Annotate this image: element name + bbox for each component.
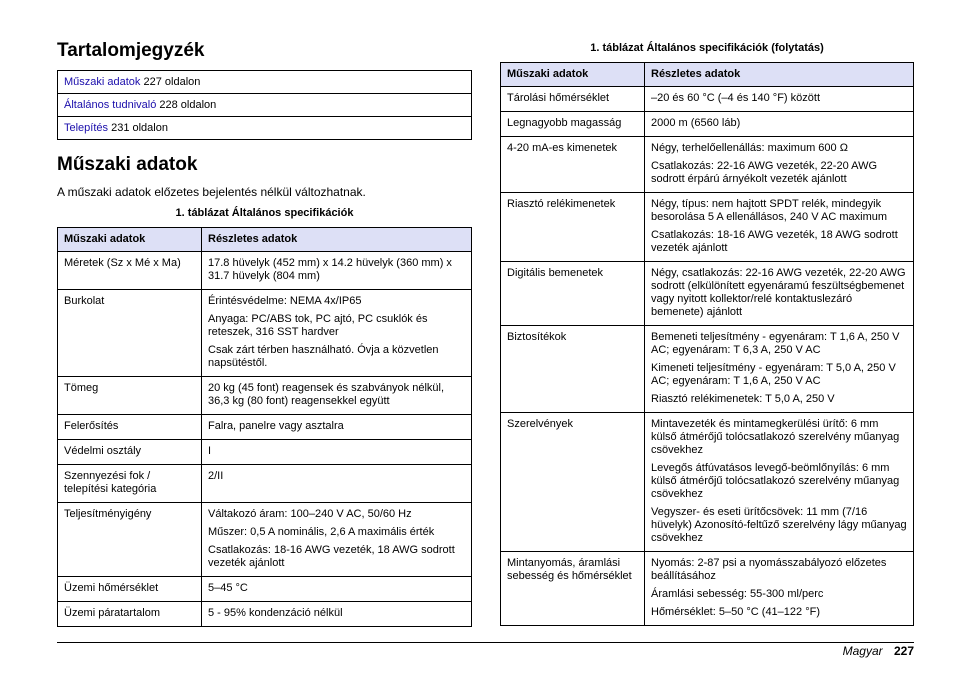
spec-detail-line: Csatlakozás: 18-16 AWG vezeték, 18 AWG sodrott vezeték ajánlott <box>651 229 898 254</box>
spec-detail-line: Váltakozó áram: 100–240 V AC, 50/60 Hz <box>208 508 412 520</box>
table-header-row <box>501 63 914 87</box>
table-row <box>501 262 914 326</box>
spec-detail-line: Riasztó relékimenetek: T 5,0 A, 250 V <box>651 393 835 405</box>
table-row <box>501 552 914 626</box>
table-row <box>501 193 914 262</box>
toc-link[interactable]: Telepítés <box>64 122 109 134</box>
spec-detail-line: Mintavezeték és mintamegkerülési ürítő: 6 mm külső átmérőjű tolócsatlakozó szerelvény műanyag csövekhez <box>651 418 900 456</box>
spec-details-cell <box>645 552 914 626</box>
spec-name-cell: Üzemi hőmérséklet <box>58 577 202 602</box>
spec-detail-line: Csatlakozás: 22-16 AWG vezeték, 22-20 AWG sodrott érpárú árnyékolt vezeték ajánlott <box>651 160 878 185</box>
footer-language: Magyar <box>842 644 883 658</box>
toc-page-ref: 231 oldalon <box>108 122 168 134</box>
spec-table-general <box>57 227 472 627</box>
toc-page-ref: 227 oldalon <box>140 76 201 88</box>
toc-row <box>58 117 472 140</box>
spec-detail-line: Hőmérséklet: 5–50 °C (41–122 °F) <box>651 606 820 618</box>
spec-name-cell: Tárolási hőmérséklet <box>501 87 645 112</box>
page-number: 227 <box>893 644 914 658</box>
table2-caption: 1. táblázat Általános specifikációk (folytatás) <box>590 42 824 54</box>
table-row <box>58 602 472 627</box>
footer-divider <box>57 642 914 643</box>
spec-detail-line: Műszer: 0,5 A nominális, 2,6 A maximális érték <box>208 526 435 538</box>
spec-name-cell: Szerelvények <box>501 413 645 552</box>
spec-name-cell: Méretek (Sz x Mé x Ma) <box>58 252 202 290</box>
section-intro: A műszaki adatok előzetes bejelentés nélkül változhatnak. <box>57 185 366 199</box>
spec-details-cell <box>645 326 914 413</box>
spec-details-cell <box>645 262 914 326</box>
spec-detail-line: Falra, panelre vagy asztalra <box>208 420 344 432</box>
toc-row <box>58 94 472 117</box>
spec-details-cell <box>645 137 914 193</box>
table-header-row <box>58 228 472 252</box>
table-row <box>501 137 914 193</box>
table-row <box>58 503 472 577</box>
spec-name-cell: Üzemi páratartalom <box>58 602 202 627</box>
column-header: Részletes adatok <box>645 63 914 87</box>
spec-detail-line: Négy, típus: nem hajtott SPDT relék, mindegyik besorolása 5 A ellenállásos, 240 V AC maximum <box>651 198 888 223</box>
spec-detail-line: Érintésvédelme: NEMA 4x/IP65 <box>208 295 362 307</box>
spec-detail-line: Bemeneti teljesítmény - egyenáram: T 1,6 A, 250 V AC; egyenáram: T 6,3 A, 250 V AC <box>651 331 900 356</box>
spec-name-cell: 4-20 mA-es kimenetek <box>501 137 645 193</box>
section-title: Műszaki adatok <box>57 154 198 175</box>
spec-name-cell: Védelmi osztály <box>58 440 202 465</box>
spec-table-continued <box>500 62 914 626</box>
spec-name-cell: Teljesítményigény <box>58 503 202 577</box>
table1-caption: 1. táblázat Általános specifikációk <box>175 207 354 219</box>
spec-details-cell <box>202 465 472 503</box>
spec-detail-line: –20 és 60 °C (–4 és 140 °F) között <box>651 92 820 104</box>
spec-details-cell <box>645 87 914 112</box>
toc-page-ref: 228 oldalon <box>156 99 217 111</box>
spec-detail-line: Anyaga: PC/ABS tok, PC ajtó, PC csuklók és reteszek, 316 SST hardver <box>208 313 428 338</box>
spec-detail-line: Áramlási sebesség: 55-300 ml/perc <box>651 588 824 600</box>
spec-details-cell <box>202 577 472 602</box>
spec-detail-line: Nyomás: 2-87 psi a nyomásszabályozó előzetes beállításához <box>651 557 887 582</box>
table-row <box>58 577 472 602</box>
toc-title: Tartalomjegyzék <box>57 40 205 61</box>
spec-detail-line: 20 kg (45 font) reagensek és szabványok nélkül, 36,3 kg (80 font) reagensekkel együtt <box>208 382 445 407</box>
spec-details-cell <box>202 415 472 440</box>
spec-name-cell: Biztosítékok <box>501 326 645 413</box>
table-row <box>58 290 472 377</box>
table-row <box>58 465 472 503</box>
spec-name-cell: Digitális bemenetek <box>501 262 645 326</box>
spec-details-cell <box>202 602 472 627</box>
spec-detail-line: Csatlakozás: 18-16 AWG vezeték, 18 AWG sodrott vezeték ajánlott <box>208 544 455 569</box>
spec-name-cell: Riasztó relékimenetek <box>501 193 645 262</box>
spec-name-cell: Tömeg <box>58 377 202 415</box>
spec-name-cell: Felerősítés <box>58 415 202 440</box>
column-header: Műszaki adatok <box>58 228 202 252</box>
spec-detail-line: Vegyszer- és eseti ürítőcsövek: 11 mm (7/16 hüvelyk) Azonosító-feltűző szerelvény lágy műanyag csövekhez <box>651 506 907 544</box>
spec-name-cell: Burkolat <box>58 290 202 377</box>
spec-detail-line: 5–45 °C <box>208 582 248 594</box>
spec-detail-line: I <box>208 445 212 457</box>
table-row <box>501 87 914 112</box>
spec-details-cell <box>645 193 914 262</box>
table-row <box>58 252 472 290</box>
spec-details-cell <box>202 252 472 290</box>
spec-detail-line: 5 - 95% kondenzáció nélkül <box>208 607 343 619</box>
spec-detail-line: Kimeneti teljesítmény - egyenáram: T 5,0 A, 250 V AC; egyenáram: T 1,6 A, 250 V AC <box>651 362 896 387</box>
toc-link[interactable]: Általános tudnivaló <box>64 99 157 111</box>
spec-details-cell <box>645 112 914 137</box>
toc-row <box>58 71 472 94</box>
spec-details-cell <box>202 377 472 415</box>
spec-details-cell <box>202 440 472 465</box>
spec-name-cell: Mintanyomás, áramlási sebesség és hőmérséklet <box>501 552 645 626</box>
table-row <box>501 326 914 413</box>
table-row <box>58 377 472 415</box>
spec-detail-line: Csak zárt térben használható. Óvja a közvetlen napsütéstől. <box>208 344 439 369</box>
spec-details-cell <box>202 290 472 377</box>
table-row <box>501 413 914 552</box>
table-row <box>58 440 472 465</box>
spec-detail-line: 2/II <box>208 470 224 482</box>
spec-detail-line: 2000 m (6560 láb) <box>651 117 741 129</box>
page-footer <box>843 644 914 658</box>
table-row <box>501 112 914 137</box>
spec-detail-line: Levegős átfúvatásos levegő-beömlőnyílás: 6 mm külső átmérőjű tolócsatlakozó szerelvény műanyag csövekhez <box>651 462 900 500</box>
spec-details-cell <box>645 413 914 552</box>
table-row <box>58 415 472 440</box>
spec-detail-line: Négy, csatlakozás: 22-16 AWG vezeték, 22-20 AWG sodrott (elkülönített egyenáramú feszültségbemenet vagy nyitott kollektor/relé kontaktuslezáró bemenete) ajánlott <box>651 267 906 318</box>
column-header: Részletes adatok <box>202 228 472 252</box>
spec-details-cell <box>202 503 472 577</box>
column-header: Műszaki adatok <box>501 63 645 87</box>
spec-detail-line: Négy, terhelőellenállás: maximum 600 Ω <box>651 142 848 154</box>
spec-name-cell: Legnagyobb magasság <box>501 112 645 137</box>
spec-detail-line: 17.8 hüvelyk (452 mm) x 14.2 hüvelyk (360 mm) x 31.7 hüvelyk (804 mm) <box>208 257 452 282</box>
spec-name-cell: Szennyezési fok / telepítési kategória <box>58 465 202 503</box>
toc-link[interactable]: Műszaki adatok <box>64 76 141 88</box>
toc-table <box>57 70 472 140</box>
